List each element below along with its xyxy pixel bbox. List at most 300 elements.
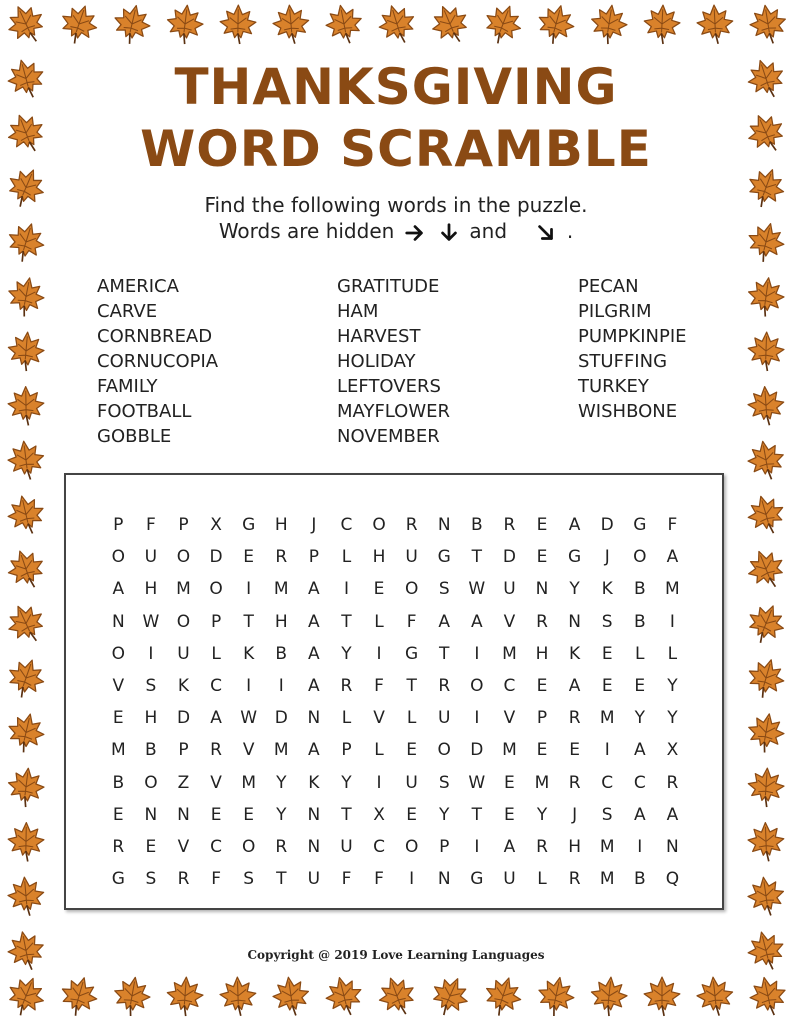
maple-leaf-icon xyxy=(2,599,51,649)
grid-cell[interactable]: U xyxy=(340,836,353,857)
grid-cell[interactable]: N xyxy=(437,869,451,890)
grid-cell[interactable]: U xyxy=(503,579,516,600)
grid-cell[interactable]: O xyxy=(111,643,125,664)
grid-cell[interactable]: Y xyxy=(341,643,352,664)
grid-cell[interactable]: M xyxy=(273,579,289,600)
maple-leaf-icon xyxy=(4,492,48,538)
grid-cell[interactable]: A xyxy=(438,611,451,632)
grid-cell[interactable]: A xyxy=(568,515,581,536)
grid-cell[interactable]: E xyxy=(112,708,124,729)
grid-cell[interactable]: G xyxy=(242,515,256,536)
grid-cell[interactable]: S xyxy=(601,804,613,825)
maple-leaf-icon xyxy=(696,4,734,45)
grid-cell[interactable]: N xyxy=(111,611,125,632)
grid-cell[interactable]: Y xyxy=(634,708,645,729)
grid-cell[interactable]: H xyxy=(144,579,158,600)
grid-cell[interactable]: A xyxy=(633,740,646,761)
maple-leaf-icon xyxy=(480,973,526,1021)
grid-cell[interactable]: S xyxy=(145,676,157,697)
grid-cell[interactable]: N xyxy=(307,804,321,825)
grid-cell[interactable]: P xyxy=(210,611,222,632)
grid-cell[interactable]: H xyxy=(535,643,549,664)
grid-cell[interactable]: V xyxy=(177,836,190,857)
grid-cell[interactable]: O xyxy=(144,772,158,793)
grid-cell[interactable]: Q xyxy=(665,869,680,890)
maple-leaf-icon xyxy=(165,3,205,46)
maple-leaf-icon xyxy=(271,975,312,1018)
maple-leaf-icon xyxy=(644,977,680,1016)
grid-cell[interactable]: I xyxy=(409,869,415,890)
grid-cell[interactable]: B xyxy=(145,740,157,761)
grid-cell[interactable]: O xyxy=(241,836,256,857)
grid-cell[interactable]: R xyxy=(340,676,353,697)
maple-leaf-icon xyxy=(323,2,365,47)
word-list-item: MAYFLOWER xyxy=(337,401,451,422)
grid-cell[interactable]: T xyxy=(406,676,417,697)
grid-cell[interactable]: M xyxy=(273,740,289,761)
grid-cell[interactable]: R xyxy=(405,515,418,536)
grid-cell[interactable]: E xyxy=(243,547,255,568)
word-list-item: WISHBONE xyxy=(578,401,678,422)
grid-cell[interactable]: R xyxy=(568,772,581,793)
grid-cell[interactable]: A xyxy=(503,836,516,857)
grid-cell[interactable]: C xyxy=(503,676,516,697)
grid-cell[interactable]: M xyxy=(502,643,517,664)
grid-cell[interactable]: I xyxy=(376,643,382,664)
grid-cell[interactable]: D xyxy=(502,547,516,568)
grid-cell[interactable]: W xyxy=(142,611,160,632)
grid-cell[interactable]: J xyxy=(604,547,610,568)
grid-cell[interactable]: D xyxy=(274,708,288,729)
maple-leaf-icon xyxy=(8,386,44,425)
grid-cell[interactable]: A xyxy=(666,804,679,825)
maple-leaf-icon xyxy=(426,971,474,1021)
maple-leaf-icon xyxy=(534,1,579,48)
grid-cell[interactable]: R xyxy=(666,772,679,793)
arrow-down-icon xyxy=(438,222,460,244)
grid-cell[interactable]: T xyxy=(439,643,450,664)
maple-leaf-icon xyxy=(5,275,47,320)
grid-cell[interactable]: O xyxy=(404,836,419,857)
grid-cell[interactable]: W xyxy=(468,579,486,600)
grid-cell[interactable]: X xyxy=(666,740,679,761)
word-list-item: HAM xyxy=(337,301,379,322)
grid-cell[interactable]: E xyxy=(634,676,646,697)
maple-leaf-icon xyxy=(8,822,44,861)
maple-leaf-icon xyxy=(6,439,46,482)
grid-cell[interactable]: V xyxy=(242,740,255,761)
grid-cell[interactable]: B xyxy=(633,611,646,632)
grid-cell[interactable]: E xyxy=(406,804,418,825)
grid-cell[interactable]: W xyxy=(468,772,486,793)
grid-cell[interactable]: K xyxy=(177,676,190,697)
maple-leaf-icon xyxy=(220,5,256,44)
grid-cell[interactable]: R xyxy=(275,836,288,857)
grid-cell[interactable]: E xyxy=(243,804,255,825)
grid-cell[interactable]: N xyxy=(307,708,321,729)
grid-cell[interactable]: M xyxy=(176,579,191,600)
maple-leaf-icon xyxy=(747,385,785,426)
grid-cell[interactable]: G xyxy=(405,643,419,664)
grid-cell[interactable]: C xyxy=(210,836,223,857)
word-list-item: GRATITUDE xyxy=(337,276,440,297)
grid-cell[interactable]: S xyxy=(601,611,613,632)
grid-cell[interactable]: A xyxy=(308,676,320,697)
grid-cell[interactable]: V xyxy=(503,611,516,632)
grid-row xyxy=(102,606,689,638)
grid-cell[interactable]: P xyxy=(439,836,450,857)
maple-leaf-icon xyxy=(534,974,577,1019)
grid-cell[interactable]: O xyxy=(437,740,451,761)
grid-cell[interactable]: P xyxy=(178,515,189,536)
grid-cell[interactable]: U xyxy=(438,708,451,729)
maple-leaf-icon xyxy=(4,710,48,756)
grid-cell[interactable]: E xyxy=(569,740,580,761)
word-list-column-1 xyxy=(97,274,218,449)
grid-cell[interactable]: N xyxy=(666,836,679,857)
maple-leaf-icon xyxy=(2,0,51,50)
grid-cell[interactable]: L xyxy=(211,643,221,664)
grid-cell[interactable]: R xyxy=(275,547,288,568)
grid-cell[interactable]: K xyxy=(243,643,255,664)
grid-cell[interactable]: H xyxy=(372,547,386,568)
grid-cell[interactable]: G xyxy=(568,547,582,568)
grid-cell[interactable]: I xyxy=(148,643,154,664)
grid-cell[interactable]: N xyxy=(177,804,190,825)
grid-cell[interactable]: Y xyxy=(439,804,450,825)
grid-cell[interactable]: A xyxy=(666,547,679,568)
word-list-item: CORNBREAD xyxy=(97,326,213,347)
maple-leaf-icon xyxy=(374,972,421,1021)
maple-leaf-icon xyxy=(6,766,46,809)
grid-cell[interactable]: A xyxy=(308,740,320,761)
grid-cell[interactable]: M xyxy=(665,579,680,600)
word-list-item: HOLIDAY xyxy=(337,351,416,372)
grid-cell[interactable]: E xyxy=(145,836,157,857)
maple-leaf-icon xyxy=(166,976,204,1017)
grid-cell[interactable]: N xyxy=(568,611,581,632)
grid-cell[interactable]: E xyxy=(504,772,515,793)
grid-cell[interactable]: O xyxy=(176,611,191,632)
maple-leaf-icon xyxy=(3,654,49,702)
grid-cell[interactable]: F xyxy=(667,515,678,536)
grid-cell[interactable]: S xyxy=(438,772,450,793)
maple-leaf-icon xyxy=(56,973,101,1020)
grid-cell[interactable]: R xyxy=(536,611,548,632)
grid-cell[interactable]: O xyxy=(404,579,419,600)
grid-cell[interactable]: A xyxy=(568,676,581,697)
grid-cell[interactable]: V xyxy=(210,772,222,793)
grid-cell[interactable]: P xyxy=(113,515,124,536)
instructions-and: and xyxy=(469,219,508,243)
grid-cell[interactable]: A xyxy=(308,579,320,600)
grid-cell[interactable]: O xyxy=(209,579,223,600)
maple-leaf-icon xyxy=(220,976,257,1016)
grid-cell[interactable]: O xyxy=(176,547,191,568)
grid-cell[interactable]: U xyxy=(405,547,418,568)
grid-cell[interactable]: Z xyxy=(177,772,190,793)
arrow-right-icon xyxy=(404,222,426,244)
grid-cell[interactable]: L xyxy=(406,708,417,729)
instructions-end: . xyxy=(566,219,574,243)
grid-cell[interactable]: Y xyxy=(341,772,352,793)
grid-cell[interactable]: E xyxy=(536,547,548,568)
grid-cell[interactable]: Y xyxy=(276,804,287,825)
grid-row xyxy=(102,541,689,573)
grid-cell[interactable]: C xyxy=(210,676,223,697)
grid-cell[interactable]: J xyxy=(311,515,317,536)
grid-cell[interactable]: R xyxy=(210,740,222,761)
maple-leaf-icon xyxy=(322,973,366,1019)
grid-cell[interactable]: L xyxy=(374,611,384,632)
grid-cell[interactable]: M xyxy=(110,740,126,761)
maple-leaf-icon xyxy=(747,974,790,1019)
grid-cell[interactable]: B xyxy=(633,579,646,600)
grid-row xyxy=(102,509,689,541)
grid-cell[interactable]: I xyxy=(278,676,284,697)
grid-cell[interactable]: D xyxy=(600,515,614,536)
grid-cell[interactable]: V xyxy=(373,708,385,729)
grid-row xyxy=(102,670,689,702)
word-list-column-2 xyxy=(337,274,450,449)
grid-cell[interactable]: U xyxy=(503,869,516,890)
grid-cell[interactable]: I xyxy=(343,579,349,600)
grid-cell[interactable]: H xyxy=(274,515,288,536)
grid-cell[interactable]: G xyxy=(437,547,451,568)
grid-cell[interactable]: V xyxy=(503,708,516,729)
grid-cell[interactable]: D xyxy=(209,547,223,568)
grid-cell[interactable]: R xyxy=(568,708,581,729)
grid-cell[interactable]: E xyxy=(373,579,385,600)
grid-cell[interactable]: L xyxy=(635,643,645,664)
grid-cell[interactable]: E xyxy=(601,676,613,697)
grid-cell[interactable]: F xyxy=(374,676,384,697)
maple-leaf-icon xyxy=(110,2,154,48)
grid-cell[interactable]: H xyxy=(274,611,288,632)
grid-cell[interactable]: N xyxy=(535,579,549,600)
grid-cell[interactable]: L xyxy=(341,708,352,729)
grid-cell[interactable]: B xyxy=(470,515,483,536)
grid-cell[interactable]: T xyxy=(243,611,254,632)
maple-leaf-icon xyxy=(742,599,790,648)
grid-cell[interactable]: K xyxy=(601,579,613,600)
grid-cell[interactable]: W xyxy=(240,708,258,729)
maple-leaf-icon xyxy=(7,876,46,918)
grid-cell[interactable]: R xyxy=(112,836,125,857)
grid-cell[interactable]: A xyxy=(308,611,320,632)
grid-cell[interactable]: N xyxy=(144,804,158,825)
grid-cell[interactable]: L xyxy=(667,643,678,664)
grid-cell[interactable]: M xyxy=(241,772,256,793)
maple-leaf-icon xyxy=(747,767,785,808)
grid-cell[interactable]: D xyxy=(176,708,191,729)
maple-leaf-icon xyxy=(6,331,45,373)
grid-cell[interactable]: M xyxy=(534,772,550,793)
word-list-item: AMERICA xyxy=(97,276,179,297)
grid-cell[interactable]: R xyxy=(568,869,581,890)
grid-cell[interactable]: T xyxy=(471,547,483,568)
grid-cell[interactable]: A xyxy=(308,643,320,664)
grid-cell[interactable]: O xyxy=(470,676,484,697)
maple-leaf-icon xyxy=(748,822,785,862)
copyright-text: Copyright @ 2019 Love Learning Languages xyxy=(247,948,545,962)
maple-leaf-icon xyxy=(111,974,153,1018)
grid-cell[interactable]: R xyxy=(503,515,516,536)
grid-cell[interactable]: I xyxy=(474,708,480,729)
grid-cell[interactable]: M xyxy=(599,708,615,729)
grid-cell[interactable]: U xyxy=(307,869,321,890)
maple-leaf-icon xyxy=(743,655,788,702)
word-list-column-3 xyxy=(578,274,687,424)
word-list-item: FAMILY xyxy=(97,376,158,397)
grid-cell[interactable]: I xyxy=(376,772,382,793)
grid-cell[interactable]: T xyxy=(276,869,287,890)
grid-cell[interactable]: F xyxy=(374,869,384,890)
grid-cell[interactable]: B xyxy=(275,643,288,664)
grid-cell[interactable]: T xyxy=(341,804,352,825)
word-list-item: CARVE xyxy=(97,301,158,322)
word-list-item: CORNUCOPIA xyxy=(97,351,219,372)
grid-cell[interactable]: Y xyxy=(569,579,580,600)
word-list-item: GOBBLE xyxy=(97,426,172,447)
grid-cell[interactable]: A xyxy=(633,804,646,825)
maple-leaf-icon xyxy=(2,972,50,1021)
grid-row xyxy=(102,799,689,831)
grid-cell[interactable]: O xyxy=(633,547,647,568)
grid-cell[interactable]: K xyxy=(569,643,581,664)
grid-cell[interactable]: Y xyxy=(276,772,287,793)
maple-leaf-icon xyxy=(588,3,629,47)
grid-cell[interactable]: F xyxy=(146,515,156,536)
grid-cell[interactable]: A xyxy=(112,579,125,600)
grid-cell[interactable]: C xyxy=(340,515,353,536)
grid-cell[interactable]: J xyxy=(572,804,578,825)
grid-cell[interactable]: E xyxy=(210,804,222,825)
grid-cell[interactable]: I xyxy=(246,676,252,697)
word-list-item: LEFTOVERS xyxy=(337,376,441,397)
grid-cell[interactable]: B xyxy=(633,869,646,890)
grid-cell[interactable]: U xyxy=(177,643,190,664)
grid-cell[interactable]: V xyxy=(112,676,125,697)
grid-cell[interactable]: F xyxy=(341,869,352,890)
grid-cell[interactable]: I xyxy=(246,579,252,600)
grid-row xyxy=(102,702,689,734)
grid-row xyxy=(102,767,689,799)
grid-row xyxy=(102,573,689,605)
word-list-item: PUMPKINPIE xyxy=(578,326,687,347)
grid-cell[interactable]: R xyxy=(438,676,451,697)
grid-cell[interactable]: M xyxy=(599,836,615,857)
grid-cell[interactable]: I xyxy=(604,740,610,761)
puzzle-grid xyxy=(102,509,689,895)
maple-leaf-icon xyxy=(272,4,311,46)
grid-cell[interactable]: O xyxy=(111,547,125,568)
grid-cell[interactable]: H xyxy=(568,836,581,857)
grid-cell[interactable]: X xyxy=(210,515,222,536)
arrow-down-right-icon xyxy=(535,222,557,244)
grid-cell[interactable]: H xyxy=(144,708,158,729)
grid-cell[interactable]: C xyxy=(373,836,385,857)
maple-leaf-icon xyxy=(56,0,102,48)
instructions-line-1: Find the following words in the puzzle. xyxy=(204,193,588,217)
grid-cell[interactable]: P xyxy=(178,740,189,761)
grid-cell[interactable]: I xyxy=(474,836,480,857)
grid-cell[interactable]: T xyxy=(471,804,483,825)
grid-cell[interactable]: Y xyxy=(667,676,678,697)
grid-cell[interactable]: I xyxy=(637,836,643,857)
grid-cell[interactable]: S xyxy=(243,869,255,890)
grid-cell[interactable]: N xyxy=(307,836,321,857)
word-list-item: HARVEST xyxy=(337,326,421,347)
grid-cell[interactable]: P xyxy=(341,740,352,761)
grid-cell[interactable]: G xyxy=(470,869,484,890)
grid-cell[interactable]: A xyxy=(210,708,222,729)
grid-cell[interactable]: L xyxy=(341,547,352,568)
grid-cell[interactable]: G xyxy=(111,869,125,890)
grid-cell[interactable]: P xyxy=(308,547,319,568)
grid-cell[interactable]: T xyxy=(341,611,352,632)
grid-cell[interactable]: O xyxy=(372,515,386,536)
grid-cell[interactable]: E xyxy=(536,515,548,536)
grid-cell[interactable]: P xyxy=(536,708,548,729)
grid-cell[interactable]: E xyxy=(406,740,418,761)
grid-cell[interactable]: Y xyxy=(667,708,678,729)
grid-cell[interactable]: A xyxy=(471,611,483,632)
grid-cell[interactable]: L xyxy=(374,740,384,761)
grid-row xyxy=(102,863,689,895)
grid-cell[interactable]: I xyxy=(474,643,480,664)
grid-cell[interactable]: G xyxy=(633,515,647,536)
title-line-1: THANKSGIVING xyxy=(174,58,618,116)
grid-cell[interactable]: K xyxy=(308,772,320,793)
grid-cell[interactable]: S xyxy=(145,869,157,890)
grid-cell[interactable]: B xyxy=(112,772,125,793)
word-list-item: PECAN xyxy=(578,276,639,297)
grid-cell[interactable]: E xyxy=(601,643,613,664)
maple-leaf-icon xyxy=(479,0,526,49)
grid-cell[interactable]: C xyxy=(601,772,614,793)
grid-cell[interactable]: M xyxy=(502,740,517,761)
grid-cell[interactable]: F xyxy=(406,611,417,632)
grid-cell[interactable]: I xyxy=(669,611,675,632)
grid-cell[interactable]: R xyxy=(177,869,190,890)
word-list-item: STUFFING xyxy=(578,351,668,372)
grid-row xyxy=(102,638,689,670)
grid-cell[interactable]: U xyxy=(405,772,418,793)
grid-cell[interactable]: C xyxy=(633,772,646,793)
puzzle-box xyxy=(64,473,724,910)
grid-cell[interactable]: D xyxy=(470,740,484,761)
grid-cell[interactable]: S xyxy=(438,579,450,600)
grid-cell[interactable]: E xyxy=(112,804,124,825)
grid-cell[interactable]: L xyxy=(537,869,547,890)
grid-cell[interactable]: F xyxy=(211,869,221,890)
maple-leaf-icon xyxy=(374,1,419,49)
maple-leaf-icon xyxy=(426,0,474,49)
grid-cell[interactable]: U xyxy=(144,547,158,568)
word-list-item: TURKEY xyxy=(578,376,649,397)
grid-cell[interactable]: E xyxy=(536,740,548,761)
grid-cell[interactable]: E xyxy=(504,804,515,825)
grid-cell[interactable]: Y xyxy=(536,804,548,825)
grid-cell[interactable]: M xyxy=(599,869,615,890)
grid-cell[interactable]: X xyxy=(373,804,385,825)
word-list-item: FOOTBALL xyxy=(97,401,192,422)
grid-cell[interactable]: E xyxy=(536,676,548,697)
maple-leaf-icon xyxy=(747,331,784,371)
grid-cell[interactable]: N xyxy=(437,515,451,536)
grid-cell[interactable]: R xyxy=(536,836,548,857)
